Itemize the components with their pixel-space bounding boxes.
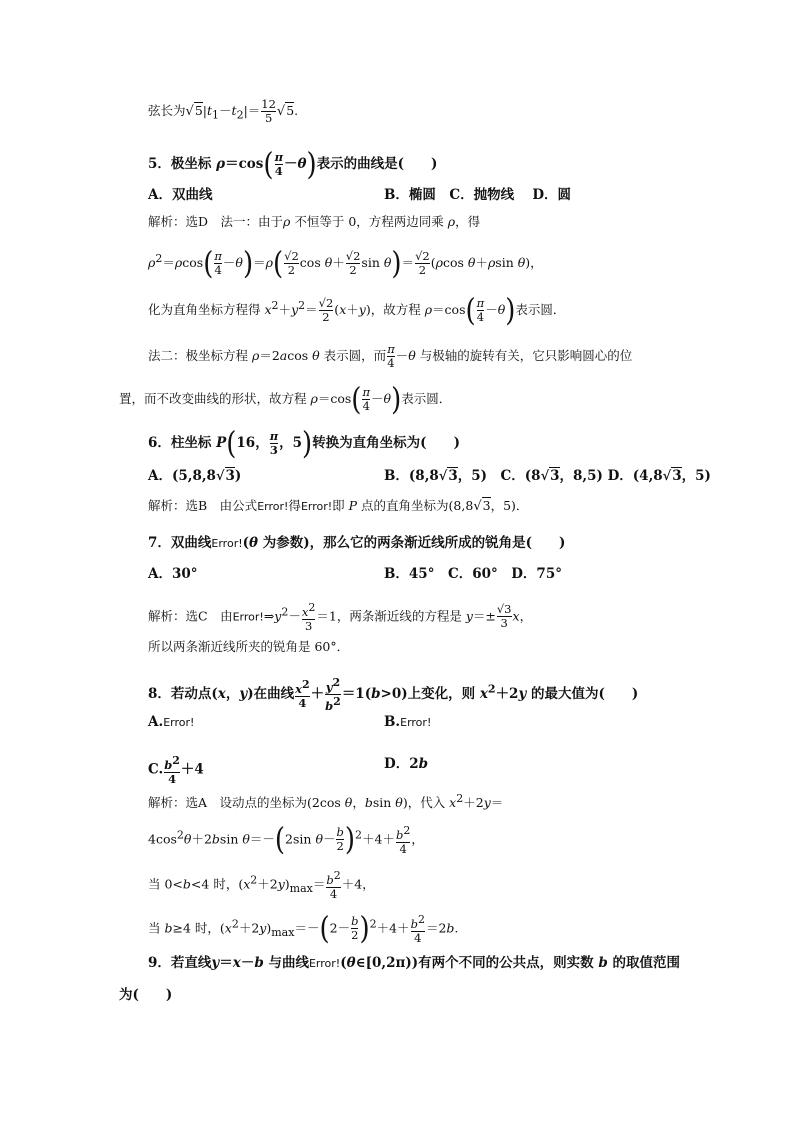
solution-7-line-2: 所以两条渐近线所夹的锐角是 60°． — [148, 639, 350, 654]
solution-8-line-2: $4\cos^2\theta+2bsin$ θ＝－(2sin θ－ $\frac{b}{2}$ )$^2$＋4＋ $\frac{b^2}{4}$ ， — [148, 821, 424, 858]
solution-6: 解析：选B 由公式Error!得Error!即 P 点的直角坐标为(8,8√3，5)． — [148, 498, 529, 514]
solution-5-line-3: 化为直角坐标方程得 $x^2+y^2=$ $\frac{√2}{2}$ (x＋y)，故方程 ρ＝cos( $\frac{\pi}{4}$ －θ)表示圆． — [148, 292, 566, 329]
solution-8-line-1: 解析：选A 设动点的坐标为(2cos θ，bsin θ)，代入 $x^2+2y=$ — [148, 792, 504, 811]
solution-8-line-3: 当 0<b<4 时，$(x^2+2y)_{max}=$ $\frac{b^2}{4}$ ＋4， — [148, 869, 375, 901]
solution-5-line-5: 置，而不改变曲线的形状，故方程 ρ＝cos( $\frac{\pi}{4}$ －θ)表示圆． — [119, 381, 452, 418]
question-5: 5．极坐标 ρ＝cos( $\frac{\pi}{4}$ －θ)表示的曲线是( ) — [148, 146, 438, 183]
question-9-line-2: 为( ) — [119, 987, 173, 1003]
question-5-option-a: A．双曲线 — [148, 187, 213, 203]
solution-8-line-4: 当 b≥4 时，$(x^2+2y)_{max}=-(2-$ $\frac{b}{2}$ )$^2$＋4＋ $\frac{b^2}{4}$ ＝2b. — [148, 910, 459, 947]
answer-text-line — [148, 98, 298, 125]
question-8-option-c: C. $\frac{b^2}{4}$ ＋4 — [148, 754, 204, 786]
question-8-option-b: B.Error! — [384, 714, 432, 730]
question-8-option-d: D．2b — [384, 756, 429, 772]
question-7-options-bcd: B．45° C．60° D．75° — [384, 566, 562, 582]
question-8: 8．若动点(x，y)在曲线 $\frac{x^2}{4}$ ＋ $\frac{y^2}{b^2}$ ＝1(b>0)上变化，则 $x^2+2y$ 的最大值为( ) — [148, 676, 639, 713]
question-7-option-a: A．30° — [148, 566, 198, 582]
question-7: 7．双曲线Error!(θ 为参数)，那么它的两条渐近线所成的锐角是( ) — [148, 535, 566, 551]
question-6-options-bcd: B．(8,8√3，5) C．(8√3，8,5) D．(4,8√3，5) — [384, 468, 711, 484]
question-5-options-bcd: B．椭圆 C．抛物线 D．圆 — [384, 187, 572, 203]
question-9-line-1: 9．若直线y＝x－b 与曲线Error!(θ∈[0,2π))有两个不同的公共点，则实数 b 的取值范围 — [148, 955, 681, 971]
solution-5-line-1: 解析：选D 法一：由于ρ 不恒等于 0，方程两边同乘 ρ，得 — [148, 214, 481, 229]
question-6-option-a: A．(5,8,8√3) — [148, 468, 242, 484]
math-run: 弦长为$√5|t_1-t_2|=$ $\frac{12}{5}$ √5. — [148, 97, 299, 125]
solution-7-line-1: 解析：选C 由$Error!\Rightarrow y^2-$ $\frac{x^2}{3}$ ＝1，两条渐近线的方程是 y＝± $\frac{√3}{3}$ x， — [148, 601, 533, 633]
question-8-option-a: A.Error! — [148, 714, 195, 730]
solution-5-line-4: 法二：极坐标方程 ρ＝2acos θ 表示圆，而 $\frac{\pi}{4}$ －θ 与极轴的旋转有关，它只影响圆心的位 — [148, 342, 633, 370]
solution-5-line-2: $\rho^2=\rho\cos$( $\frac{\pi}{4}$ －θ)＝ρ( $\frac{√2}{2}$ cos θ＋ $\frac{√2}{2}$ sin θ)＝ $\frac{√2}{2}$ (ρcos θ＋ρsin θ)， — [148, 245, 543, 282]
question-6: 6．柱坐标 P(16， $\frac{\pi}{3}$ ，5)转换为直角坐标为( ) — [148, 425, 460, 462]
